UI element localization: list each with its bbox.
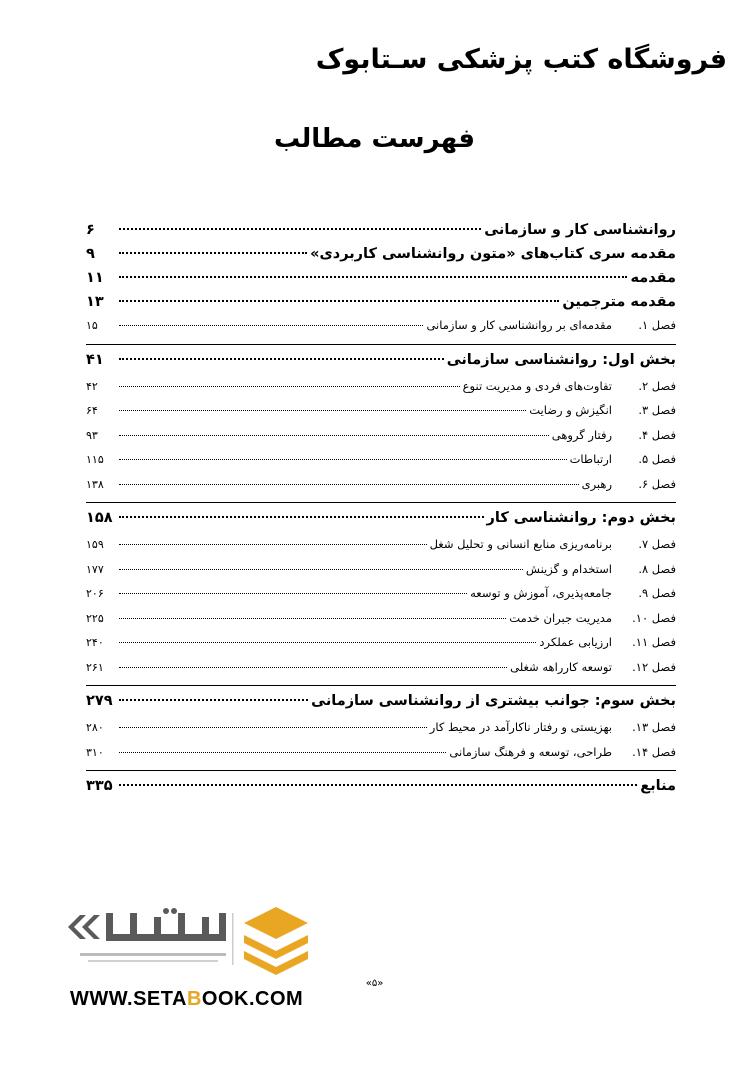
chapter-page: ۲۸۰ bbox=[86, 721, 104, 734]
chapter-title: طراحی، توسعه و فرهنگ سازمانی bbox=[449, 744, 612, 759]
chapter-title: برنامه‌ریزی منابع انسانی و تحلیل شغل bbox=[429, 537, 612, 551]
dot-leader bbox=[119, 516, 484, 518]
toc-entry[interactable] bbox=[86, 222, 676, 246]
toc-entry-page: ۱۱ bbox=[86, 270, 104, 286]
chapter-title: رهبری bbox=[581, 476, 612, 491]
toc-title: فهرست مطالب bbox=[274, 124, 475, 154]
chapter-number: فصل ۴. bbox=[638, 427, 676, 442]
part-title: بخش سوم: جوانب بیشتری از روانشناسی سازمانی bbox=[311, 693, 676, 709]
chapter-title: انگیزش و رضایت bbox=[529, 403, 612, 417]
toc-part[interactable] bbox=[86, 352, 676, 379]
toc-chapter[interactable] bbox=[86, 318, 676, 343]
toc-chapter[interactable] bbox=[86, 403, 676, 428]
dot-leader bbox=[119, 325, 423, 326]
divider bbox=[86, 344, 676, 345]
toc-part[interactable] bbox=[86, 693, 676, 720]
chapter-number: فصل ۱۳. bbox=[632, 720, 676, 734]
part-page: ۲۷۹ bbox=[86, 693, 113, 709]
toc-chapter[interactable] bbox=[86, 562, 676, 587]
chapter-page: ۲۲۵ bbox=[86, 611, 104, 625]
dot-leader bbox=[119, 699, 308, 701]
toc-chapter[interactable] bbox=[86, 428, 676, 453]
dot-leader bbox=[119, 252, 307, 254]
divider bbox=[86, 770, 676, 771]
chapter-number: فصل ۳. bbox=[638, 403, 676, 417]
chapter-number: فصل ۵. bbox=[638, 452, 676, 466]
toc-chapter[interactable] bbox=[86, 477, 676, 502]
dot-leader bbox=[119, 667, 507, 668]
chapter-page: ۱۵ bbox=[86, 319, 98, 332]
toc-chapter[interactable] bbox=[86, 611, 676, 636]
part-title: بخش دوم: روانشناسی کار bbox=[486, 510, 676, 526]
part-title: بخش اول: روانشناسی سازمانی bbox=[446, 351, 676, 368]
chapter-number: فصل ۹. bbox=[638, 586, 676, 600]
chapter-page: ۲۴۰ bbox=[86, 636, 104, 649]
chapter-title: مدیریت جبران خدمت bbox=[509, 610, 612, 625]
toc-entry[interactable] bbox=[86, 246, 676, 270]
toc-entry-title: مقدمه مترجمین bbox=[562, 294, 676, 310]
url-part: WWW.SETA bbox=[70, 988, 187, 1010]
chapter-number: فصل ۱۰. bbox=[632, 610, 676, 625]
chapter-page: ۹۳ bbox=[86, 428, 98, 442]
toc-chapter[interactable] bbox=[86, 586, 676, 611]
toc-chapter[interactable] bbox=[86, 745, 676, 770]
chapter-number: فصل ۱۱. bbox=[632, 635, 676, 649]
toc-chapter[interactable] bbox=[86, 660, 676, 685]
chapter-title: جامعه‌پذیری، آموزش و توسعه bbox=[470, 586, 612, 600]
dot-leader bbox=[119, 642, 536, 643]
website-url[interactable] bbox=[70, 988, 303, 1011]
part-page: ۴۱ bbox=[86, 351, 104, 368]
chapter-title: توسعه کارراهه شغلی bbox=[510, 659, 612, 674]
page-number: «۵» bbox=[365, 978, 384, 989]
chapter-page: ۲۶۱ bbox=[86, 660, 104, 674]
chapter-page: ۱۱۵ bbox=[86, 453, 104, 466]
dot-leader bbox=[119, 618, 506, 619]
chapter-page: ۱۳۸ bbox=[86, 477, 104, 491]
toc-chapter[interactable] bbox=[86, 379, 676, 404]
logo-tagline-graphic bbox=[80, 953, 226, 962]
dot-leader bbox=[119, 727, 427, 728]
toc-references[interactable] bbox=[86, 778, 676, 805]
logo-separator bbox=[232, 913, 234, 965]
chapter-number: فصل ۶. bbox=[638, 476, 676, 491]
chapter-title: تفاوت‌های فردی و مدیریت تنوع bbox=[462, 378, 612, 393]
part-page: ۱۵۸ bbox=[86, 510, 113, 526]
references-title: منابع bbox=[640, 778, 676, 794]
dot-leader bbox=[119, 435, 549, 436]
chapter-page: ۳۱۰ bbox=[86, 745, 104, 759]
toc-chapter[interactable] bbox=[86, 720, 676, 745]
toc-part[interactable] bbox=[86, 510, 676, 537]
toc-entry[interactable] bbox=[86, 270, 676, 294]
chapter-page: ۴۲ bbox=[86, 379, 98, 393]
toc-chapter[interactable] bbox=[86, 537, 676, 562]
dot-leader bbox=[119, 276, 627, 278]
url-part: OOK.COM bbox=[201, 988, 304, 1010]
chapter-title: رفتار گروهی bbox=[551, 427, 612, 442]
chapter-page: ۱۷۷ bbox=[86, 562, 104, 576]
toc-entry-title: روانشناسی کار و سازمانی bbox=[484, 222, 676, 238]
dot-leader bbox=[119, 544, 427, 545]
chapter-number: فصل ۱۲. bbox=[632, 659, 676, 674]
toc-entry-page: ۱۳ bbox=[86, 294, 104, 310]
url-accent-letter: B bbox=[186, 988, 202, 1010]
setabook-logo bbox=[60, 905, 320, 985]
chapter-title: ارزیابی عملکرد bbox=[539, 635, 612, 649]
divider bbox=[86, 685, 676, 686]
dot-leader bbox=[119, 459, 567, 460]
toc-entry-title: مقدمه bbox=[630, 270, 676, 286]
store-title: فروشگاه کتب پزشکی سـتابوک bbox=[315, 44, 727, 75]
chapter-title: ارتباطات bbox=[569, 452, 612, 466]
chapter-number: فصل ۸. bbox=[638, 561, 676, 576]
chapter-page: ۱۵۹ bbox=[86, 538, 104, 551]
chapter-number: فصل ۷. bbox=[638, 537, 676, 551]
toc-chapter[interactable] bbox=[86, 635, 676, 660]
logo-wordmark-graphic bbox=[68, 908, 226, 941]
toc-entry-page: ۹ bbox=[86, 246, 95, 262]
chapter-number: فصل ۱. bbox=[638, 318, 676, 332]
toc-entry-title: مقدمه سری کتاب‌های «متون روانشناسی کاربردی» bbox=[310, 246, 676, 262]
table-of-contents bbox=[86, 222, 676, 805]
references-page: ۳۳۵ bbox=[86, 778, 113, 794]
dot-leader bbox=[119, 752, 446, 753]
dot-leader bbox=[119, 228, 481, 230]
chapter-title: استخدام و گزینش bbox=[525, 561, 612, 576]
dot-leader bbox=[119, 410, 526, 411]
dot-leader bbox=[119, 484, 579, 485]
chapter-number: فصل ۱۴. bbox=[632, 744, 676, 759]
toc-entry[interactable] bbox=[86, 294, 676, 318]
book-stack-icon bbox=[244, 907, 308, 975]
dot-leader bbox=[119, 300, 559, 302]
chapter-title: مقدمه‌ای بر روانشناسی کار و سازمانی bbox=[426, 318, 612, 332]
dot-leader bbox=[119, 386, 460, 387]
chapter-page: ۶۴ bbox=[86, 404, 98, 417]
chapter-title: بهزیستی و رفتار ناکارآمد در محیط کار bbox=[429, 720, 612, 734]
chapter-number: فصل ۲. bbox=[638, 378, 676, 393]
dot-leader bbox=[119, 358, 444, 360]
dot-leader bbox=[119, 593, 467, 594]
dot-leader bbox=[119, 784, 637, 786]
toc-chapter[interactable] bbox=[86, 452, 676, 477]
divider bbox=[86, 502, 676, 503]
dot-leader bbox=[119, 569, 523, 570]
chapter-page: ۲۰۶ bbox=[86, 587, 104, 600]
toc-entry-page: ۶ bbox=[86, 222, 95, 238]
